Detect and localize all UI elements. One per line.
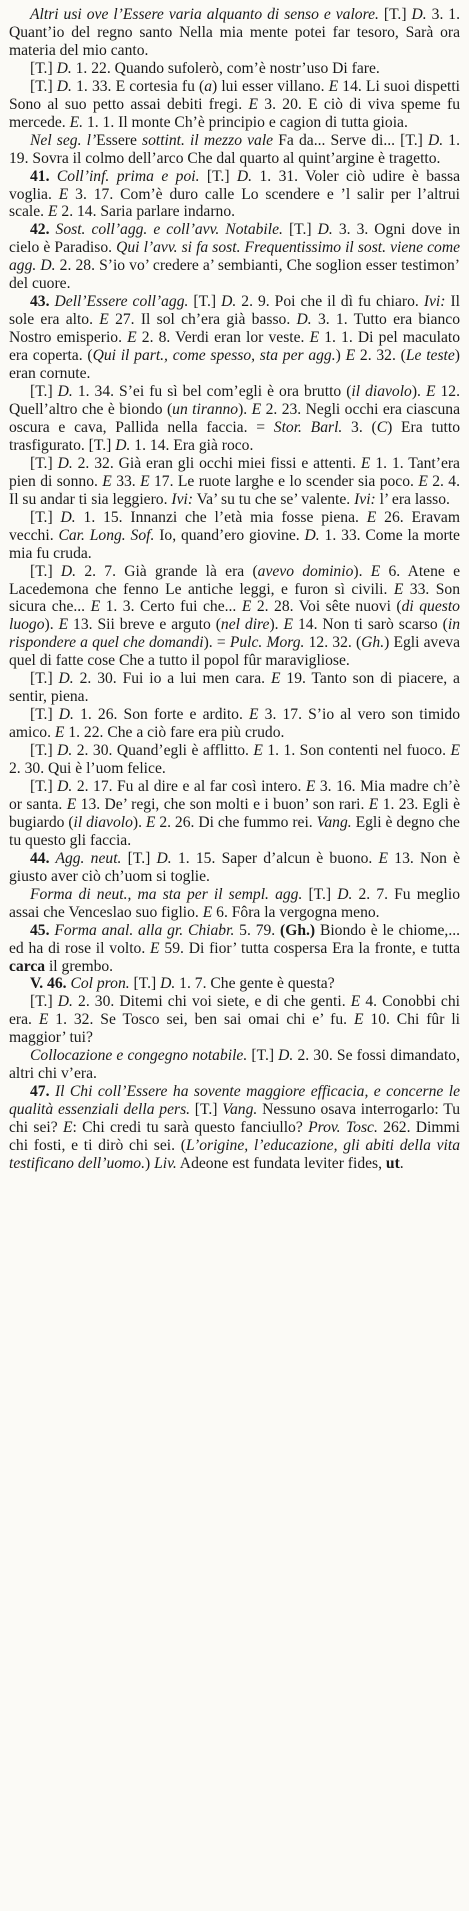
entry-paragraph [9,778,460,850]
text-run: 1. 26. Son forte e ardito. [73,706,249,724]
text-run: 3. 16. Mia madre ch’è or santa. [9,777,460,813]
text-run: Sost. coll’agg. e coll’avv. Notabile. [49,221,283,239]
entry-paragraph [9,168,460,222]
text-run: E [62,1119,73,1137]
text-run: Egli è degno che tu questo gli faccia. [9,813,460,849]
entry-paragraph [9,670,460,706]
text-run: 2. 9. Poi che il dì fu chiaro. [236,293,424,311]
text-run: (Gh.) [280,921,316,939]
entry-paragraph [9,993,460,1047]
text-run: E [360,454,371,472]
text-run: Ivi: [354,490,376,508]
text-run: ). [238,400,252,418]
text-run: Fa da... Serve di... [T.] [273,131,428,149]
text-run: E [248,95,258,113]
text-run: 19. Tanto son di piacere, a sentir, piena. [9,670,460,706]
text-run: 13. De’ regi, che son molti e i buon’ son rari. [76,795,369,813]
text-run: 13. Non è giusto aver ciò ch’uom si toglie. [9,849,461,885]
text-run: E [66,795,77,813]
text-run: 2. 23. Negli occhi era ciascuna oscura e cava, Pallida nella faccia. = [9,400,460,436]
entry-paragraph [9,509,460,563]
text-run: Ivi: [423,293,446,311]
entry-paragraph [9,6,460,60]
text-run: 3. 17. S’io al vero son timido amico. [9,706,460,742]
text-run: D. [160,975,176,993]
text-run: [T.] [129,975,161,993]
text-run: 1. 23. Egli è bugiardo ( [9,795,460,831]
text-run: D. [317,221,333,239]
text-run: in rispondere a quel che domandi [9,616,460,652]
text-run: [T.] [30,59,57,77]
text-run: D. [296,311,312,329]
text-run: E [90,598,101,616]
text-run: Agg. neut. [49,849,122,867]
text-run: Il Chi coll’Essere ha sovente maggiore efficacia, e concerne le qualità essenziali della pers. [9,1083,460,1119]
text-run: D. [278,1047,294,1065]
text-run: Car. Long. Sof. [58,526,155,544]
text-run: [T.] [30,777,58,795]
entry-paragraph [9,221,460,293]
text-run: Vang. [222,1101,258,1119]
text-run: il diavolo [73,813,133,831]
text-run: [T.] [188,293,222,311]
text-run: a [204,77,213,95]
entry-paragraph [9,132,460,168]
text-run: 1. 33. E cortesia fu ( [71,77,205,95]
text-run: Gh. [361,634,385,652]
text-run: ut [385,1155,400,1172]
text-run: Stor. Barl. [273,418,343,436]
text-run: 2. 30. Ditemi chi voi siete, e di che genti. [72,993,351,1011]
text-run: 1. 33. Come la morte mia fu cruda. [9,526,460,562]
text-run: E [145,813,156,831]
text-run: E [249,706,259,724]
text-run: ). [44,616,59,634]
text-run: 1. 7. Che gente è questa? [175,975,335,993]
text-run: 41. [30,167,50,185]
text-run: 5. 79. [234,921,281,939]
text-run: avevo dominio [257,562,354,580]
text-run: E [345,347,356,365]
text-run: ). [411,383,426,401]
text-run: E [270,670,281,688]
text-run: [T.] [302,885,338,903]
text-run: Forma anal. alla gr. Chiabr. [49,921,235,939]
text-run: D. [411,6,427,23]
text-run: 43. [30,293,50,311]
text-run: Io, quand’ero giovine. [154,526,305,544]
text-run: 14. Non ti sarò scarso ( [293,616,448,634]
text-run: [T.] [247,1047,279,1065]
text-run: Collocazione e congegno notabile. [30,1047,248,1065]
text-run: Nel seg. l’ [30,131,97,149]
text-run: E [99,311,109,329]
text-run: Ivi: [171,490,194,508]
text-run: il grembo. [45,957,114,975]
text-run: Col pron. [66,975,130,993]
text-run: ) eran cornute. [9,347,460,383]
text-run: 2. 30. Fui io a lui men cara. [73,670,271,688]
text-run: ). [132,813,146,831]
text-run: E [253,742,263,760]
text-run: D. [304,526,320,544]
entry-paragraph [9,563,460,671]
text-run: E [54,724,65,742]
text-run: 12. 32. ( [304,634,362,652]
text-run: 17. Le ruote larghe e lo scender sia poco. [149,472,419,490]
text-run: E [366,508,377,526]
text-run: Dell’Essere coll’agg. [49,293,189,311]
text-run: [T.] [30,742,58,760]
entry-paragraph [9,742,460,778]
text-run: 1. 1. Tant’era pien di sonno. [9,454,460,490]
text-run: 44. [30,849,50,867]
entry-paragraph [9,922,460,976]
text-run: D. [57,454,73,472]
text-run: D. [57,383,73,401]
text-run: Coll’inf. prima e poi. [49,167,200,185]
text-run: Forma di neut., ma sta per il sempl. agg. [30,885,303,903]
text-run: [T.] [30,454,58,472]
text-run: D. [427,131,444,149]
text-run: 1. 32. Se Tosco sei, ben sai omai chi e’ fu. [48,1011,354,1029]
text-run: E [418,472,428,490]
text-run: ) [145,1155,155,1172]
text-run: E [378,849,389,867]
text-run: 27. Il sol ch’era già basso. [108,311,297,329]
text-run: ) [335,347,346,365]
text-run: E [150,939,160,957]
text-run: E. [69,113,84,131]
text-run: Essere [96,131,137,149]
text-run: Il sole era alto. [9,293,460,329]
text-run: [T.] [121,849,157,867]
text-run: 1. 22. Che a ciò fare era più crudo. [64,724,285,742]
text-run: 2. 32. Già eran gli occhi miei fissi e attenti. [72,454,361,472]
text-run: 4. Conobbi chi era. [9,993,460,1029]
text-run: C [376,418,388,436]
text-run: 2. 30. Se fossi dimandato, altri chi v’era. [9,1047,460,1083]
text-run: 1. 19. Sovra il colmo dell’arco Che dal quarto al quint’argine è tragetto. [9,131,460,167]
text-run: E [47,203,58,221]
text-run: [T.] [199,167,237,185]
text-run: 1. 3. Certo fui che... [100,598,242,616]
text-run: [T.] [30,670,59,688]
entry-paragraph [9,850,460,886]
text-run: E [350,993,361,1011]
entry-paragraph [9,706,460,742]
text-run: [T.] [30,77,57,95]
text-run: 2. 28. S’io vo’ credere a’ sembianti, Che soglion esser testimon’ del cuore. [9,257,460,293]
text-run: Adeone est fundata leviter fides, [176,1155,386,1172]
text-run: : Chi credi tu sarà questo fanciullo? [72,1119,309,1137]
text-run: 2. 30. Qui è l’uom felice. [9,760,166,778]
text-run: E [127,329,137,347]
text-run: 33. Son sicura che... [9,580,461,616]
text-run: 6. Fôra la vergogna meno. [212,903,380,921]
text-run: ) lui esser villano. [212,77,329,95]
text-run: E [368,795,379,813]
entry-paragraph [9,78,460,132]
text-run: D. [236,167,253,185]
text-run: E [328,77,339,95]
text-run: D. [56,77,72,95]
text-run: 2. 8. Verdi eran lor veste. [136,329,310,347]
text-run: E [58,185,69,203]
text-run: E [353,1011,364,1029]
text-run: 3. 1. Quant’io del regno santo Nella mia mente potei far tesoro, Sarà ora materia del mio canto. [9,6,461,59]
text-run: 1. 1. Il monte Ch’è principio e cagion di tutta gioia. [83,113,408,131]
text-run: un tiranno [172,400,239,418]
text-run: E [202,903,213,921]
text-run: [T.] [282,221,318,239]
text-run: 42. [30,221,50,239]
text-run: 1. 15. Innanzi che l’età mia fosse piena. [75,508,367,526]
text-run: E [309,329,320,347]
text-run: 45. [30,921,50,939]
text-run: 1. 22. Quando sufolerò, com’è nostr’uso Di fare. [71,59,380,77]
entry-paragraph [9,455,460,509]
text-run: [T.] [30,562,61,580]
text-run: 1. 34. S’ei fu sì bel com’egli è ora brutto ( [72,383,352,401]
text-run: [T.] [378,6,412,23]
text-run: 13. Sii breve e arguto ( [68,616,221,634]
text-run: Qui il part., come spesso, sta per agg. [92,347,336,365]
text-run: carca [9,957,46,975]
text-run: [T.] [30,383,58,401]
text-run: D. [56,59,72,77]
text-run: E [370,562,381,580]
text-run: 1. 31. Voler ciò udire è bassa voglia. [9,167,461,203]
text-run: [T.] [30,706,59,724]
text-run: ) Egli aveva quel di fatte cose Che a tutto il popol fûr maravigliose. [9,634,460,670]
text-run: 2. 28. Voi sête nuovi ( [251,598,402,616]
text-run: Pulc. Morg. [229,634,305,652]
text-run: ). = [203,634,230,652]
text-run: 3. 3. Ogni dove in cielo è Paradiso. [9,221,460,257]
text-run: D. [57,993,73,1011]
text-run: E [305,777,316,795]
text-run: D. [58,670,74,688]
text-run: Qui l’avv. si fa sost. Frequentissimo il sost. viene come agg. [9,239,460,275]
text-run: Biondo è le chiome,... ed ha di rose il volto. [9,921,461,957]
text-run: 3. 17. Com’è duro calle Lo scendere e ’l salir per l’altrui scale. [9,185,460,221]
text-run: Va’ su tu che se’ valente. [193,490,355,508]
text-run: ). [353,562,371,580]
text-run: 2. 30. Quand’egli è afflitto. [72,742,254,760]
text-run: 2. 14. Saria parlare indarno. [57,203,236,221]
entry-paragraph [9,1083,460,1173]
text-run: 12. Quell’altro che è biondo ( [9,383,461,418]
text-run: D. [57,742,73,760]
text-run: ) Era tutto trasfigurato. [T.] [9,418,460,454]
text-run: E [102,472,112,490]
text-run: E [241,598,252,616]
entry-paragraph [9,293,460,383]
text-run: 2. 26. Di che fummo rei. [155,813,317,831]
text-run: . [399,1155,404,1172]
text-run: [T.] [190,1101,223,1119]
text-run: E [58,616,69,634]
text-run: 1. 1. Son contenti nel fuoco. [262,742,451,760]
text-run: D. [40,257,56,275]
text-run: D. [221,293,237,311]
text-run: nel dire [220,616,270,634]
text-run: E [140,472,150,490]
entry-paragraph [9,886,460,922]
text-run: [T.] [30,993,58,1011]
text-run: 47. [30,1083,50,1101]
text-run: ). [269,616,284,634]
text-run: D. [58,706,74,724]
text-run: D. [60,562,77,580]
text-run: di questo luogo [9,598,460,634]
text-run: 10. Chi fûr li maggior’ tui? [9,1011,460,1047]
text-run: D. [156,849,172,867]
text-run: 14. Li suoi dispetti Sono al suo petto assai debiti fregi. [9,77,460,113]
entry-paragraph [9,975,460,993]
text-run: E [38,1011,49,1029]
text-run: Prov. Tosc. [308,1119,378,1137]
text-run: [T.] [30,508,61,526]
text-run: Liv. [154,1155,177,1172]
text-run: 2. 32. ( [355,347,406,365]
text-run: Le teste [405,347,455,365]
text-run: D. [337,885,353,903]
text-run: E [283,616,294,634]
text-run: l’ era lasso. [375,490,450,508]
text-run: 26. Eravam vecchi. [9,508,460,544]
text-run: D. [57,777,73,795]
text-run: 2. 7. Fu meglio assai che Venceslao suo figlio. [9,885,461,921]
text-run: sottint. il mezzo vale [136,131,274,149]
text-run: 3. ( [342,418,377,436]
entry-paragraph [9,383,460,455]
text-run: il diavolo [351,383,412,401]
text-run: 1. 14. Era già roco. [130,436,254,454]
text-run: 2. 17. Fu al dire e al far così intero. [72,777,306,795]
text-run: 1. 1. Di pel maculato era coperta. ( [9,329,460,365]
text-run: 2. 7. Già grande là era ( [76,562,258,580]
entry-paragraph [9,60,460,78]
text-run: V. 46. [30,975,67,993]
text-run: 33. [111,472,141,490]
text-run: 3. 20. E ciò di viva speme fu mercede. [9,95,460,131]
text-run: 262. Dimmi chi fosti, e ti dirò chi sei. ( [9,1119,460,1155]
entry-paragraph [9,1047,460,1083]
text-run: L’origine, l’educazione, gli abiti della vita testificano dell’uomo. [9,1137,460,1172]
text-run: E [425,383,436,401]
text-run: Vang. [316,813,352,831]
text-run: E [251,400,262,418]
text-run: D. [115,436,131,454]
text-run: Altri usi ove l’Essere varia alquanto di senso e valore. [30,6,379,23]
text-run: 6. Atene e Lacedemona che fenno Le antiche leggi, e furon sì civili. [9,562,460,598]
text-run: 3. 1. Tutto era bianco Nostro emisperio. [9,311,460,347]
text-run: Nessuno osava interrogarlo: Tu chi sei? [9,1101,460,1137]
text-run: 1. 15. Saper d’alcun è buono. [171,849,379,867]
text-run: E [393,580,404,598]
text-run: 59. Di fior’ tutta cospersa Era la fronte, e tutta [159,939,460,957]
text-run: 2. 4. Il su andar ti sia leggiero. [9,472,460,508]
text-run: D. [60,508,76,526]
text-run: E [450,742,460,760]
